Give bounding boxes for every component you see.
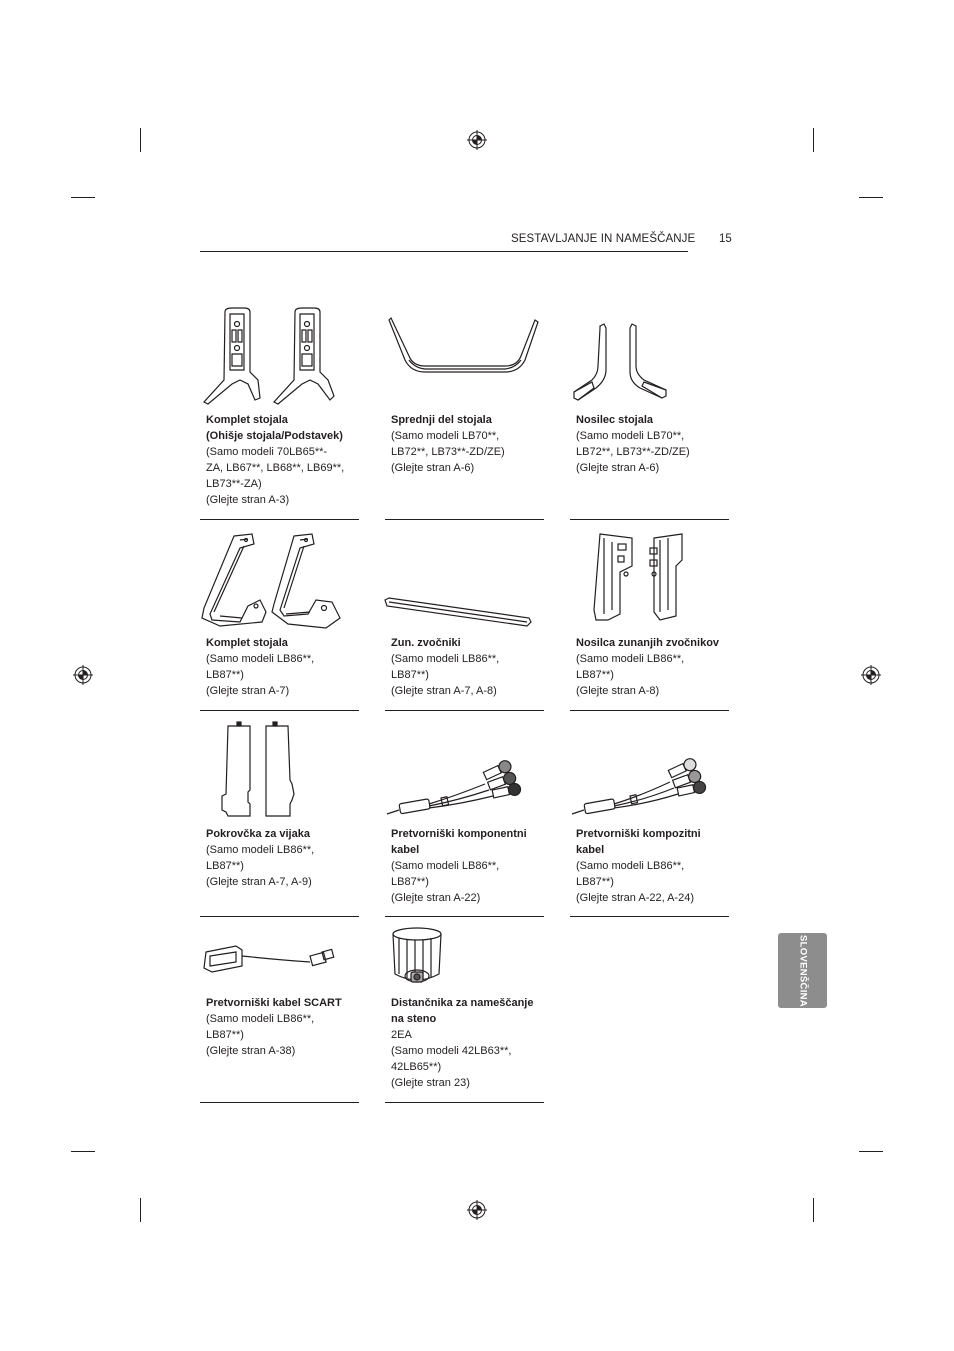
component-cable-illustration <box>385 720 545 820</box>
language-tab-label: SLOVENŠČINA <box>797 934 808 1007</box>
item-divider <box>385 710 544 711</box>
registration-mark-icon <box>73 665 93 685</box>
registration-mark-icon <box>861 665 881 685</box>
item-divider <box>570 710 729 711</box>
item-title: Pokrovčka za vijaka <box>206 828 310 840</box>
item-title: Nosilec stojala <box>576 414 654 426</box>
item-details: (Samo modeli LB70**, LB72**, LB73**-ZD/ZE) (Glejte stran A-6) <box>576 430 690 474</box>
item-divider <box>385 1102 544 1103</box>
crop-mark <box>140 128 141 152</box>
item-divider <box>200 519 359 520</box>
item-title: Komplet stojala <box>206 637 288 649</box>
item-details: (Samo modeli LB86**, LB87**) (Glejte stran A-38) <box>206 1013 315 1057</box>
item-title: Sprednji del stojala <box>391 414 492 426</box>
item-divider <box>385 519 544 520</box>
item-title: Nosilca zunanjih zvočnikov <box>576 637 720 649</box>
stand-body-illustration <box>200 300 360 410</box>
item-divider <box>570 916 729 917</box>
item-details: (Samo modeli LB86**, LB87**) (Glejte stran A-8) <box>576 653 685 697</box>
item-details: (Samo modeli LB86**, LB87**) (Glejte stran A-7, A-8) <box>391 653 500 697</box>
item-divider <box>570 519 729 520</box>
item-divider <box>200 710 359 711</box>
item-details: (Samo modeli LB86**, LB87**) (Glejte stran A-22, A-24) <box>576 860 694 904</box>
item-divider <box>200 1102 359 1103</box>
item-divider <box>385 916 544 917</box>
crop-mark <box>813 128 814 152</box>
crop-mark <box>71 1151 95 1152</box>
speaker-bar-illustration <box>385 530 545 635</box>
item-details: (Samo modeli LB86**, LB87**) (Glejte stran A-22) <box>391 860 500 904</box>
item-title: Pretvorniški kompozitni kabel <box>576 828 701 856</box>
wall-spacer-illustration <box>385 926 545 992</box>
language-tab <box>778 933 827 1008</box>
crop-mark <box>71 197 95 198</box>
item-details: (Samo modeli LB70**, LB72**, LB73**-ZD/ZE) (Glejte stran A-6) <box>391 430 505 474</box>
scart-cable-illustration <box>200 926 360 992</box>
item-title: Zun. zvočniki <box>391 637 461 649</box>
item-details: (Samo modeli LB86**, LB87**) (Glejte stran A-7) <box>206 653 315 697</box>
section-title: SESTAVLJANJE IN NAMEŠČANJE <box>511 233 696 245</box>
item-title: Distančnika za nameščanje na steno <box>391 997 534 1025</box>
item-title: Pretvorniški kabel SCART <box>206 997 342 1009</box>
item-details: 2EA (Samo modeli 42LB63**, 42LB65**) (Glejte stran 23) <box>391 1029 512 1089</box>
composite-cable-illustration <box>570 720 730 820</box>
crop-mark <box>859 1151 883 1152</box>
speaker-bracket-illustration <box>570 530 730 635</box>
item-title: Pretvorniški komponentni kabel <box>391 828 527 856</box>
page-number: 15 <box>719 233 732 245</box>
registration-mark-icon <box>467 130 487 150</box>
stand-bracket-illustration <box>570 300 730 410</box>
stand-kit-illustration <box>200 530 360 635</box>
crop-mark <box>140 1198 141 1222</box>
item-details: (Samo modeli LB86**, LB87**) (Glejte stran A-7, A-9) <box>206 844 315 888</box>
header-divider <box>200 251 688 252</box>
item-details: (Samo modeli 70LB65**- ZA, LB67**, LB68**, LB69**, LB73**-ZA) (Glejte stran A-3) <box>206 446 345 506</box>
item-divider <box>200 916 359 917</box>
screw-cover-illustration <box>200 720 360 820</box>
registration-mark-icon <box>467 1200 487 1220</box>
crop-mark <box>813 1198 814 1222</box>
crop-mark <box>859 197 883 198</box>
stand-front-illustration <box>385 300 545 410</box>
item-title: Komplet stojala (Ohišje stojala/Podstavek) <box>206 414 343 442</box>
